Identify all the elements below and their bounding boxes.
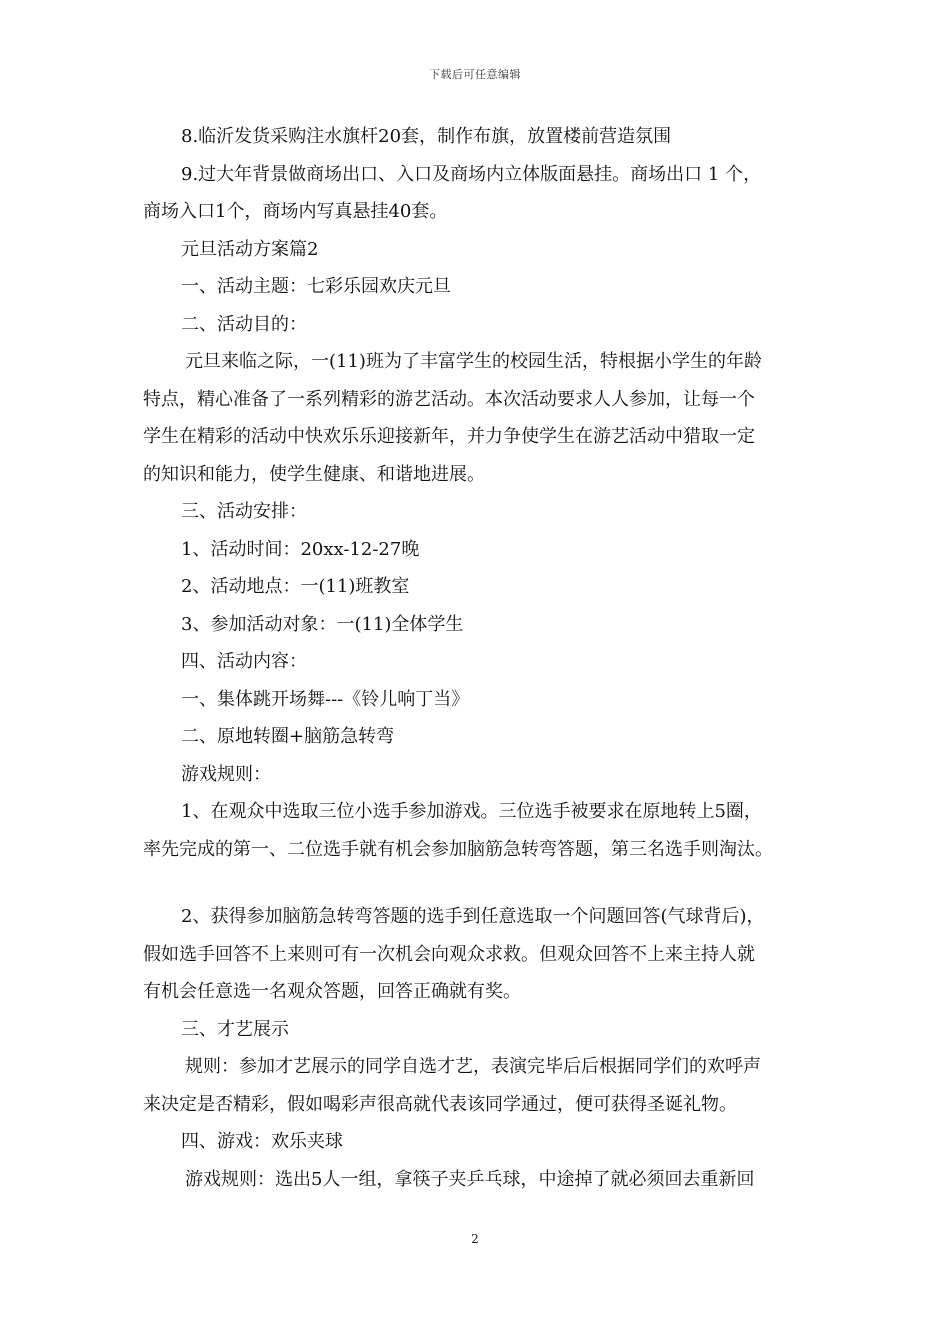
- purpose-line-3: 学生在精彩的活动中快欢乐乐迎接新年，并力争使学生在游艺活动中猎取一定: [143, 426, 755, 447]
- purpose-line-2: 特点，精心准备了一系列精彩的游艺活动。本次活动要求人人参加，让每一个: [143, 388, 755, 410]
- section-title: 元旦活动方案篇2: [181, 238, 319, 260]
- document-body: [143, 118, 823, 1198]
- page-number: 2: [471, 1232, 479, 1246]
- paragraph-9-line-1: 9.过大年背景做商场出口、入口及商场内立体版面悬挂。商场出口 1 个，: [181, 163, 762, 185]
- rule-2-line-1: 2、获得参加脑筋急转弯答题的选手到任意选取一个问题回答(气球背后)，: [181, 906, 765, 927]
- item-spin-riddle: 二、原地转圈+脑筋急转弯: [181, 726, 395, 747]
- content-heading: 四、活动内容：: [181, 651, 307, 672]
- purpose-line-1: 元旦来临之际，一(11)班为了丰富学生的校园生活，特根据小学生的年龄: [185, 351, 762, 372]
- activity-theme: 一、活动主题：七彩乐园欢庆元旦: [181, 276, 451, 297]
- game-heading: 四、游戏：欢乐夹球: [181, 1131, 343, 1152]
- purpose-line-4: 的知识和能力，使学生健康、和谐地进展。: [143, 463, 485, 485]
- item-opening-dance: 一、集体跳开场舞---《铃儿响丁当》: [181, 688, 470, 710]
- talent-rules-line-2: 来决定是否精彩，假如喝彩声很高就代表该同学通过，便可获得圣诞礼物。: [143, 1093, 737, 1115]
- activity-location: 2、活动地点：一(11)班教室: [181, 576, 410, 597]
- talent-rules-line-1: 规则：参加才艺展示的同学自选才艺，表演完毕后后根据同学们的欢呼声: [185, 1056, 761, 1077]
- rule-2-line-2: 假如选手回答不上来则可有一次机会向观众求救。但观众回答不上来主持人就: [143, 943, 755, 965]
- paragraph-8-flagpoles: 8.临沂发货采购注水旗杆20套，制作布旗，放置楼前营造氛围: [181, 126, 672, 147]
- game-rules-line-1: 游戏规则：选出5人一组，拿筷子夹乒乓球，中途掉了就必须回去重新回: [185, 1168, 755, 1190]
- talent-show-heading: 三、才艺展示: [181, 1018, 289, 1040]
- game-rules-heading: 游戏规则：: [181, 763, 271, 785]
- paragraph-9-line-2: 商场入口1个，商场内写真悬挂40套。: [143, 201, 448, 222]
- activity-participants: 3、参加活动对象：一(11)全体学生: [181, 613, 464, 635]
- page-header: 下载后可任意编辑: [429, 68, 521, 81]
- arrangement-heading: 三、活动安排：: [181, 501, 307, 522]
- activity-time: 1、活动时间：20xx-12-27晚: [181, 538, 420, 560]
- rule-1-line-1: 1、在观众中选取三位小选手参加游戏。三位选手被要求在原地转上5圈，: [181, 801, 762, 822]
- activity-purpose-heading: 二、活动目的：: [181, 313, 307, 335]
- rule-2-line-3: 有机会任意选一名观众答题，回答正确就有奖。: [143, 981, 521, 1002]
- rule-1-line-2: 率先完成的第一、二位选手就有机会参加脑筋急转弯答题，第三名选手则淘汰。: [143, 838, 773, 860]
- paragraph-gap: [143, 868, 823, 898]
